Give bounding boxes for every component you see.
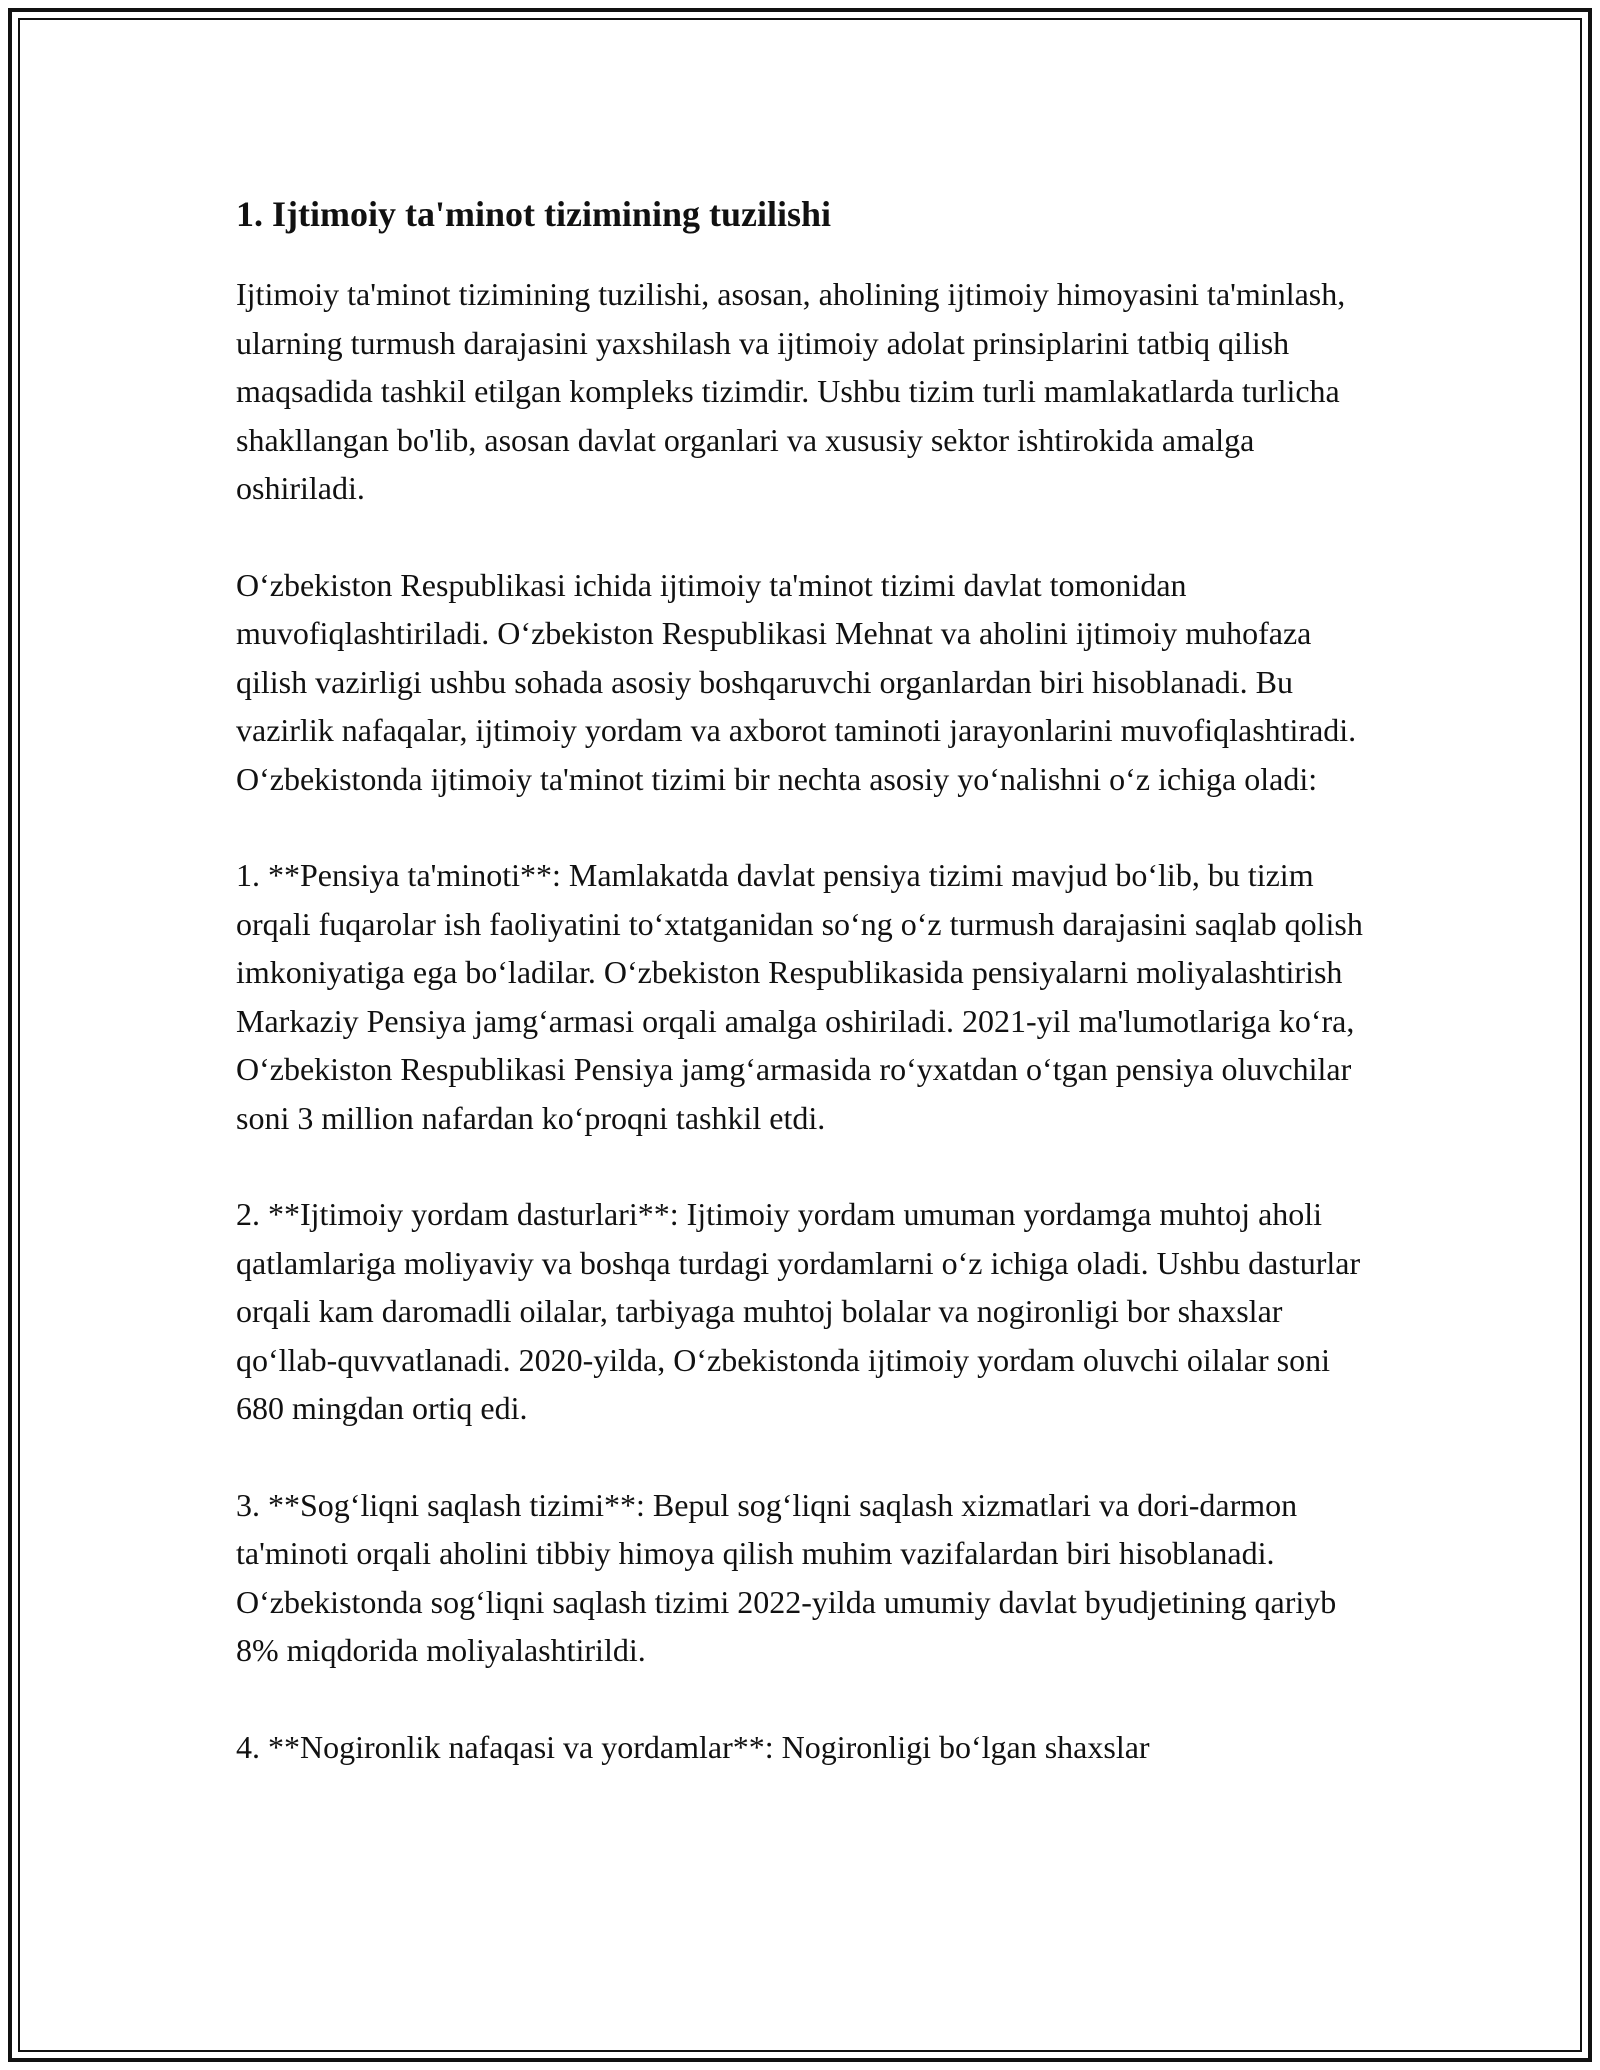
paragraph-pension: 1. **Pensiya ta'minoti**: Mamlakatda davlat pensiya tizimi mavjud bo‘lib, bu tizim orqali fuqarolar ish faoliyatini to‘xtatganidan so‘ng o‘z turmush darajasini saqlab qolish imkoniyatiga ega bo‘ladilar. O‘zbekiston Respublikasida pensiyalarni moliyalashtirish Markaziy Pensiya jamg‘armasi orqali amalga oshiriladi. 2021-yil ma'lumotlariga ko‘ra, O‘zbekiston Respublikasi Pensiya jamg‘armasida ro‘yxatdan o‘tgan pensiya oluvchilar soni 3 million nafardan ko‘proqni tashkil etdi. xyxy=(236,857,1363,1136)
document-body xyxy=(236,186,1376,1819)
paragraph-intro: Ijtimoiy ta'minot tizimining tuzilishi, asosan, aholining ijtimoiy himoyasini ta'minlash, ularning turmush darajasini yaxshilash va ijtimoiy adolat prinsiplarini tatbiq qilish maqsadida tashkil etilgan kompleks tizimdir. Ushbu tizim turli mamlakatlarda turlicha shakllangan bo'lib, asosan davlat organlari va xususiy sektor ishtirokida amalga oshiriladi. xyxy=(236,276,1346,506)
paragraph-uzbekistan-overview: O‘zbekiston Respublikasi ichida ijtimoiy ta'minot tizimi davlat tomonidan muvofiqlashtiriladi. O‘zbekiston Respublikasi Mehnat va aholini ijtimoiy muhofaza qilish vazirligi ushbu sohada asosiy boshqaruvchi organlardan biri hisoblanadi. Bu vazirlik nafaqalar, ijtimoiy yordam va axborot taminoti jarayonlarini muvofiqlashtiradi. O‘zbekistonda ijtimoiy ta'minot tizimi bir nechta asosiy yo‘nalishni o‘z ichiga oladi: xyxy=(236,566,1357,797)
paragraph-social-assistance: 2. **Ijtimoiy yordam dasturlari**: Ijtimoiy yordam umuman yordamga muhtoj aholi qatlamlariga moliyaviy va boshqa turdagi yordamlarni o‘z ichiga oladi. Ushbu dasturlar orqali kam daromadli oilalar, tarbiyaga muhtoj bolalar va nogironligi bor shaxslar qo‘llab-quvvatlanadi. 2020-yilda, O‘zbekistonda ijtimoiy yordam oluvchi oilalar soni 680 mingdan ortiq edi. xyxy=(236,1196,1361,1426)
paragraph-disability: 4. **Nogironlik nafaqasi va yordamlar**: Nogironligi bo‘lgan shaxslar xyxy=(236,1728,1150,1765)
paragraph-healthcare: 3. **Sog‘liqni saqlash tizimi**: Bepul sog‘liqni saqlash xizmatlari va dori-darmon ta'minoti orqali aholini tibbiy himoya qilish muhim vazifalardan biri hisoblanadi. O‘zbekistonda sog‘liqni saqlash tizimi 2022-yilda umumiy davlat byudjetining qariyb 8% miqdorida moliyalashtirildi. xyxy=(236,1486,1337,1668)
section-heading: 1. Ijtimoiy ta'minot tizimining tuzilishi xyxy=(236,194,832,234)
